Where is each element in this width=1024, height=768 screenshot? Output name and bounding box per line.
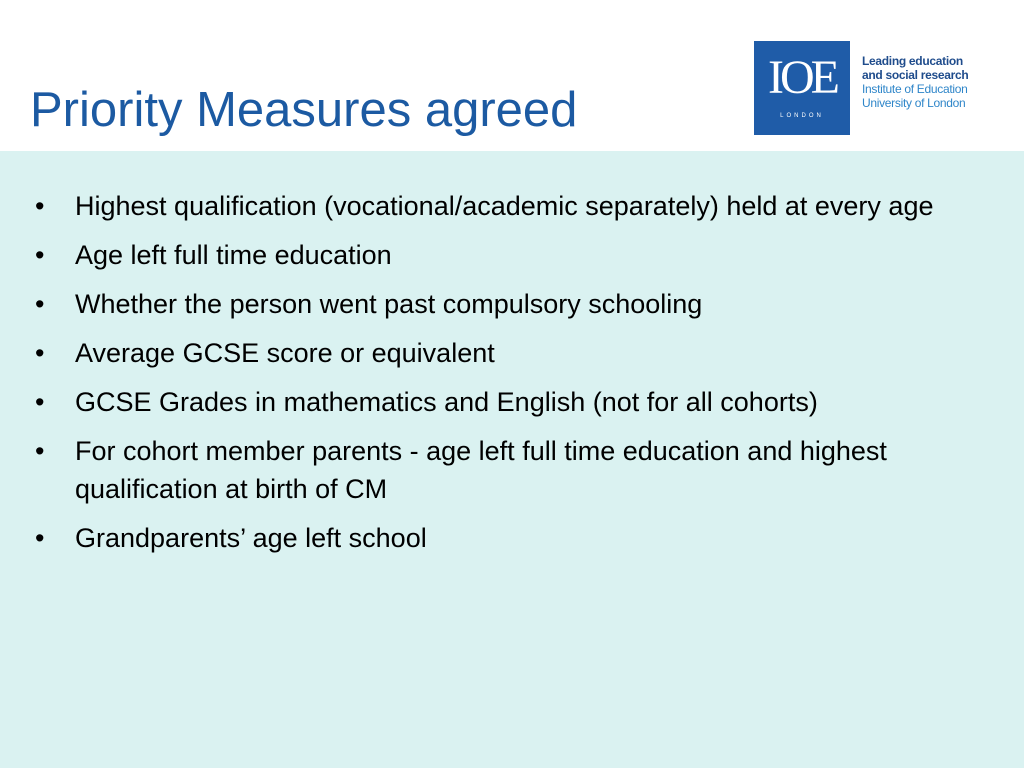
bullet-text: Highest qualification (vocational/academic separately) held at every age	[75, 191, 934, 221]
bullet-text: Whether the person went past compulsory schooling	[75, 289, 703, 319]
bullet-text: Grandparents’ age left school	[75, 523, 427, 553]
ioe-logo-sub: LONDON	[780, 113, 824, 119]
logo-institution-2: University of London	[862, 96, 966, 110]
ioe-logo	[754, 41, 850, 135]
bullet-icon: •	[35, 289, 45, 319]
bullet-icon: •	[35, 240, 45, 270]
bullet-item	[35, 383, 995, 421]
bullet-text: Average GCSE score or equivalent	[75, 338, 495, 368]
bullet-icon: •	[35, 338, 45, 368]
bullet-icon: •	[35, 436, 45, 466]
ioe-logo-mark: IOE	[768, 51, 836, 104]
bullet-text: GCSE Grades in mathematics and English (not for all cohorts)	[75, 387, 818, 417]
bullet-text: For cohort member parents - age left full time education and highest qualification at birth of CM	[75, 436, 887, 504]
bullet-item	[35, 236, 995, 274]
slide-title: Priority Measures agreed	[30, 83, 578, 137]
bullet-icon: •	[35, 387, 45, 417]
bullet-item	[35, 432, 995, 508]
slide-content	[0, 151, 1024, 768]
bullet-icon: •	[35, 523, 45, 553]
bullet-item	[35, 285, 995, 323]
logo-tagline-1: Leading education	[862, 54, 963, 68]
bullet-list	[35, 187, 995, 568]
logo-institution-1: Institute of Education	[862, 82, 968, 96]
bullet-text: Age left full time education	[75, 240, 392, 270]
bullet-icon: •	[35, 191, 45, 221]
slide-header	[0, 0, 1024, 151]
bullet-item	[35, 187, 995, 225]
bullet-item	[35, 519, 995, 557]
logo-tagline-2: and social research	[862, 68, 969, 82]
bullet-item	[35, 334, 995, 372]
ioe-logo-text	[862, 54, 1022, 110]
